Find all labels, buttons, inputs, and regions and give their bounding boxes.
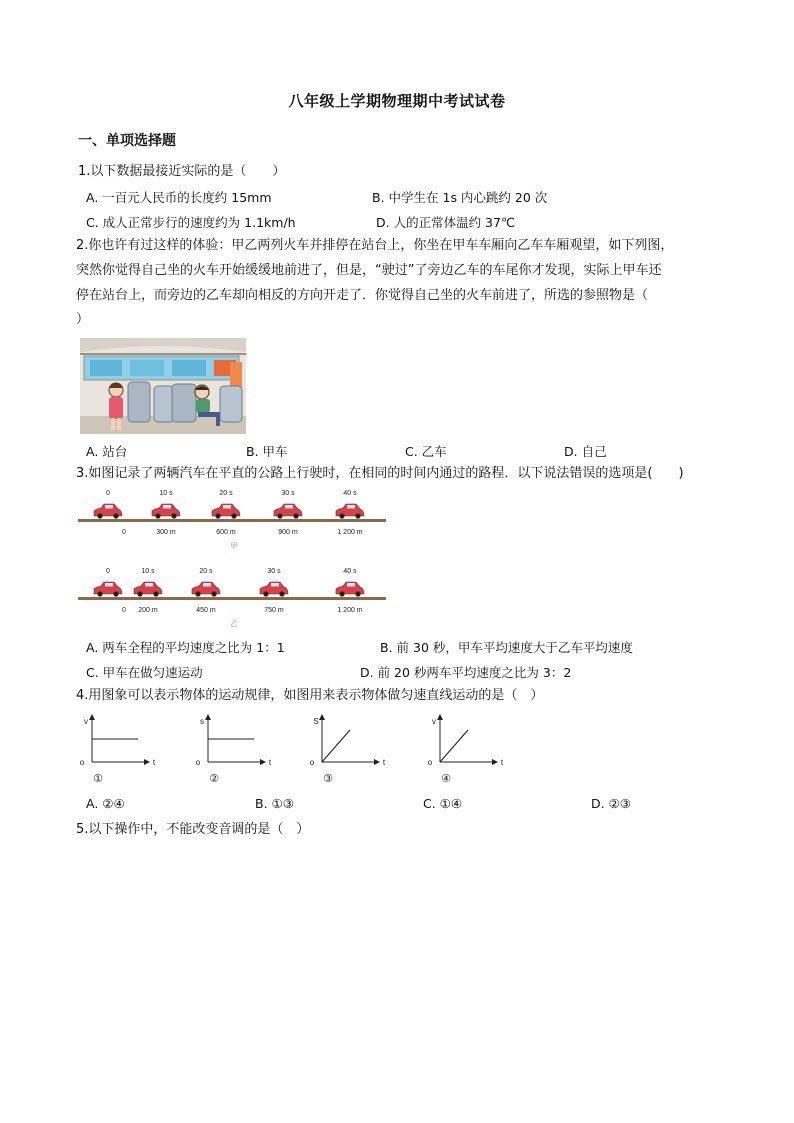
question-1-option-d: D. 人的正常体温约 37℃: [376, 215, 515, 230]
time-label: 40 s: [343, 568, 357, 575]
motion-graph-1: [80, 714, 156, 785]
question-1-option-c: C. 成人正常步行的速度约为 1.1km/h: [86, 215, 296, 230]
question-2-option-a: A. 站台: [86, 444, 128, 459]
question-4-option-b: B. ①③: [255, 796, 294, 811]
time-label: 40 s: [343, 490, 357, 497]
time-label: 30 s: [281, 490, 295, 497]
motion-graphs: [70, 712, 520, 788]
origin-label: o: [309, 758, 315, 767]
car-icon: [336, 582, 364, 597]
section-heading: 一、单项选择题: [78, 133, 176, 149]
time-label: 10 s: [159, 490, 173, 497]
question-4-option-d: D. ②③: [591, 796, 631, 811]
x-axis-label: t: [268, 758, 272, 767]
question-2-stem-line-4: ）: [76, 312, 90, 327]
question-1-option-a: A. 一百元人民币的长度约 15mm: [86, 190, 272, 205]
car-icon: [212, 504, 240, 519]
road-line: [78, 597, 386, 600]
y-axis-label: s: [200, 717, 204, 726]
distance-label: 1 200 m: [337, 529, 363, 536]
question-5-stem: 5.以下操作中，不能改变音调的是（ ）: [76, 822, 310, 837]
graph-number: ④: [441, 773, 451, 785]
motion-graph-2: [196, 714, 272, 785]
road-line: [78, 519, 386, 522]
car-icon: [192, 582, 220, 597]
train-interior-illustration: [80, 338, 246, 434]
question-2-stem-line-3: 停在站台上，而旁边的乙车却向相反的方向开走了．你觉得自己坐的火车前进了，所选的参照物是（: [76, 288, 649, 303]
y-axis-label: S: [313, 717, 319, 726]
time-label: 20 s: [219, 490, 233, 497]
car-icon: [134, 582, 162, 597]
question-2-option-b: B. 甲车: [246, 444, 288, 459]
car-label: 甲: [230, 543, 238, 550]
question-3-option-b: B. 前 30 秒，甲车平均速度大于乙车平均速度: [380, 640, 633, 655]
car-icon: [336, 504, 364, 519]
question-1-option-b: B. 中学生在 1s 内心跳约 20 次: [372, 190, 548, 205]
distance-label: 900 m: [278, 529, 298, 536]
time-label: 0: [106, 568, 110, 575]
question-2-option-c: C. 乙车: [405, 444, 447, 459]
distance-label: 1 200 m: [337, 607, 363, 614]
time-label: 20 s: [199, 568, 213, 575]
origin-label: o: [195, 758, 201, 767]
car-icon: [94, 582, 122, 597]
origin-label: o: [79, 758, 85, 767]
car-icon: [274, 504, 302, 519]
x-axis-label: t: [500, 758, 504, 767]
motion-graph-4: [428, 714, 504, 785]
car-icon: [152, 504, 180, 519]
distance-label: 300 m: [156, 529, 176, 536]
graph-number: ③: [323, 773, 333, 785]
x-axis-label: t: [382, 758, 386, 767]
x-axis-label: t: [152, 758, 156, 767]
question-3-option-d: D. 前 20 秒两车平均速度之比为 3：2: [360, 665, 572, 680]
car-distance-diagram: [78, 486, 390, 628]
distance-label: 600 m: [216, 529, 236, 536]
question-2-option-d: D. 自己: [564, 444, 607, 459]
motion-graph-3: [310, 714, 386, 785]
question-3-stem: 3.如图记录了两辆汽车在平直的公路上行驶时，在相同的时间内通过的路程．以下说法错误的选项是( ): [76, 466, 684, 481]
car-icon: [94, 504, 122, 519]
y-axis-label: v: [84, 717, 88, 726]
question-4-option-a: A. ②④: [86, 796, 125, 811]
car-a-track: [78, 490, 386, 550]
time-label: 0: [106, 490, 110, 497]
question-4-option-c: C. ①④: [423, 796, 463, 811]
time-label: 30 s: [267, 568, 281, 575]
page-title: 八年级上学期物理期中考试试卷: [288, 92, 506, 110]
question-3-option-a: A. 两车全程的平均速度之比为 1：1: [86, 640, 285, 655]
graph-number: ②: [209, 773, 219, 785]
question-4-stem: 4.用图象可以表示物体的运动规律，如图用来表示物体做匀速直线运动的是（ ）: [76, 688, 544, 703]
car-label: 乙: [230, 621, 238, 628]
distance-label: 750 m: [264, 607, 284, 614]
question-2-stem-line-1: 2.你也许有过这样的体验：甲乙两列火车并排停在站台上，你坐在甲车车厢向乙车车厢观望，如下列图，: [76, 238, 674, 253]
origin-label: o: [427, 758, 433, 767]
distance-label: 450 m: [196, 607, 216, 614]
distance-label: 0: [122, 607, 126, 614]
distance-label: 200 m: [138, 607, 158, 614]
car-icon: [260, 582, 288, 597]
graph-number: ①: [93, 773, 103, 785]
y-axis-label: v: [432, 717, 436, 726]
question-1-stem: 1.以下数据最接近实际的是（ ）: [78, 164, 286, 179]
car-b-track: [78, 568, 386, 628]
distance-label: 0: [122, 529, 126, 536]
question-3-option-c: C. 甲车在做匀速运动: [86, 665, 203, 680]
time-label: 10 s: [141, 568, 155, 575]
question-2-stem-line-2: 突然你觉得自己坐的火车开始缓缓地前进了，但是，“驶过”了旁边乙车的车尾你才发现，实际上甲车还: [76, 263, 662, 278]
